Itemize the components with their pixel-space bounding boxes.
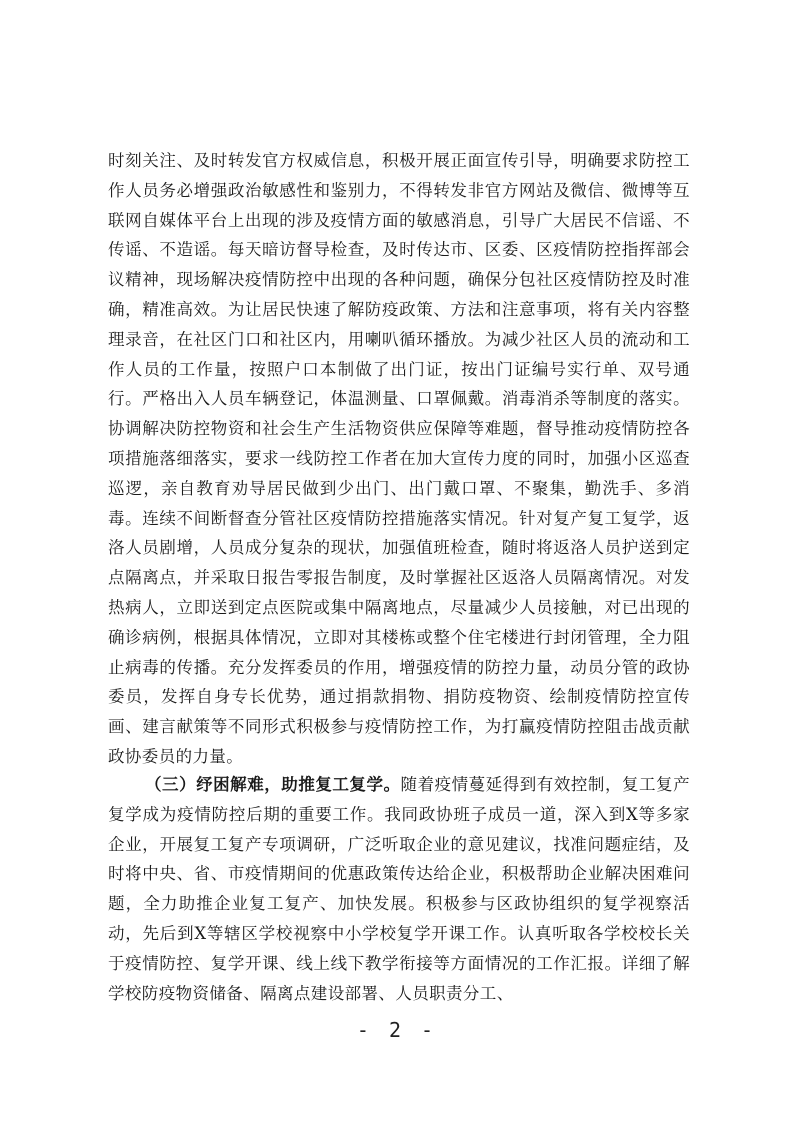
body-paragraph: 时刻关注、及时转发官方权威信息，积极开展正面宣传引导，明确要求防控工作人员务必增强政治敏感性和鉴别力，不得转发非官方网站及微信、微博等互联网自媒体平台上出现的涉及疫情方面的敏感消息，引导广大居民不信谣、不传谣、不造谣。每天暗访督导检查，及时传达市、区委、区疫情防控指挥部会议精神，现场解决疫情防控中出现的各种问题，确保分包社区疫情防控及时准确，精准高效。为让居民快速了解防疫政策、方法和注意事项，将有关内容整理录音，在社区门口和社区内，用喇叭循环播放。为减少社区人员的流动和工作人员的工作量，按照户口本制做了出门证，按出门证编号实行单、双号通行。严格出入人员车辆登记，体温测量、口罩佩戴。消毒消杀等制度的落实。协调解决防控物资和社会生产生活物资供应保障等难题，督导推动疫情防控各项措施落细落实，要求一线防控工作者在加大宣传力度的同时，加强小区巡查巡逻，亲自教育劝导居民做到少出门、出门戴口罩、不聚集，勤洗手、多消毒。连续不间断督查分管社区疫情防控措施落实情况。针对复产复工复学，返洛人员剧增，人员成分复杂的现状，加强值班检查，随时将返洛人员护送到定点隔离点，并采取日报告零报告制度，及时掌握社区返洛人员隔离情况。对发热病人，立即送到定点医院或集中隔离地点，尽量减少人员接触，对已出现的确诊病例，根据具体情况，立即对其楼栋或整个住宅楼进行封闭管理，全力阻止病毒的传播。充分发挥委员的作用，增强疫情的防控力量，动员分管的政协委员，发挥自身专长优势，通过捐款捐物、捐防疫物资、绘制疫情防控宣传画、建言献策等不同形式积极参与疫情防控工作，为打赢疫情防控阻击战贡献政协委员的力量。 <box>108 151 690 766</box>
section-heading: （三）纾困解难，助推复工复学。 <box>145 775 401 794</box>
section-body-text: 随着疫情蔓延得到有效控制，复工复产复学成为疫情防控后期的重要工作。我同政协班子成员一道，深入到X等多家企业，开展复工复产专项调研，广泛听取企业的意见建议，找准问题症结，及时将中央、省、市疫情期间的优惠政策传达给企业，积极帮助企业解决困难问题，全力助推企业复工复产、加快发展。积极参与区政协组织的复学视察活动，先后到X等辖区学校视察中小学校复学开课工作。认真听取各学校校长关于疫情防控、复学开课、线上线下教学衔接等方面情况的工作汇报。详细了解学校防疫物资储备、隔离点建设部署、人员职责分工、 <box>108 775 690 1003</box>
page-number: - 2 - <box>356 1018 438 1042</box>
body-paragraph-section-3 <box>108 770 690 1008</box>
